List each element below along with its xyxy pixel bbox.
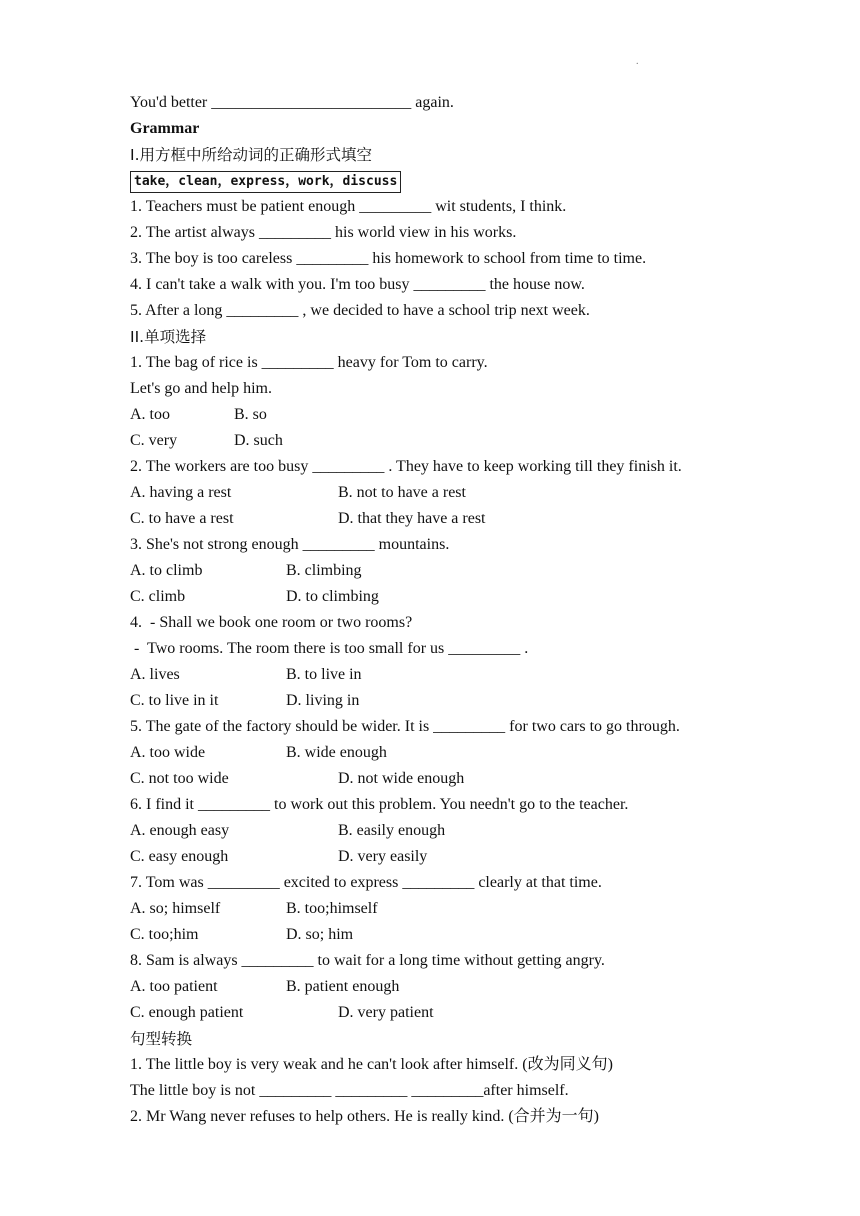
part1-title: I.用方框中所给动词的正确形式填空 bbox=[130, 146, 372, 164]
option-c: C. not too wide bbox=[130, 770, 229, 787]
option-b: B. wide enough bbox=[286, 744, 387, 761]
part2-title: II.单项选择 bbox=[130, 328, 207, 346]
option-c: C. enough patient bbox=[130, 1004, 244, 1021]
question-stem: 2. The workers are too busy _________ . They have to keep working till they finish it. bbox=[130, 458, 682, 475]
question-stem: 6. I find it _________ to work out this problem. You needn't go to the teacher. bbox=[130, 796, 629, 813]
worksheet bbox=[130, 90, 830, 1130]
list-item: 1. The little boy is very weak and he can't look after himself. (改为同义句) bbox=[130, 1056, 613, 1073]
option-d: D. living in bbox=[286, 692, 360, 709]
list-item: 1. Teachers must be patient enough _________ wit students, I think. bbox=[130, 198, 567, 215]
option-b: B. to live in bbox=[286, 666, 362, 683]
option-b: B. so bbox=[234, 406, 267, 423]
question-stem-continued: - Two rooms. The room there is too small for us _________ . bbox=[130, 640, 529, 657]
option-a: A. enough easy bbox=[130, 822, 230, 839]
option-a: A. too wide bbox=[130, 744, 206, 761]
top-line: You'd better _________________________ again. bbox=[130, 94, 454, 111]
list-item: The little boy is not _________ _________ _________after himself. bbox=[130, 1082, 569, 1099]
question-stem: 3. She's not strong enough _________ mountains. bbox=[130, 536, 450, 553]
option-b: B. patient enough bbox=[286, 978, 400, 995]
option-b: B. too;himself bbox=[286, 900, 378, 917]
option-d: D. not wide enough bbox=[338, 770, 465, 787]
option-a: A. so; himself bbox=[130, 900, 221, 917]
question-stem: 5. The gate of the factory should be wider. It is _________ for two cars to go through. bbox=[130, 718, 680, 735]
option-a: A. too patient bbox=[130, 978, 218, 995]
option-c: C. to have a rest bbox=[130, 510, 234, 527]
option-d: D. very patient bbox=[338, 1004, 434, 1021]
question-stem: 4. - Shall we book one room or two rooms? bbox=[130, 614, 413, 631]
list-item: 5. After a long _________ , we decided to have a school trip next week. bbox=[130, 302, 590, 319]
option-c: C. very bbox=[130, 432, 178, 449]
list-item: 2. Mr Wang never refuses to help others. He is really kind. (合并为一句) bbox=[130, 1108, 599, 1125]
option-d: D. very easily bbox=[338, 848, 428, 865]
option-a: A. too bbox=[130, 406, 170, 423]
option-a: A. to climb bbox=[130, 562, 203, 579]
option-b: B. easily enough bbox=[338, 822, 446, 839]
question-stem: 1. The bag of rice is _________ heavy for Tom to carry. bbox=[130, 354, 488, 371]
question-stem: 8. Sam is always _________ to wait for a long time without getting angry. bbox=[130, 952, 605, 969]
list-item: 2. The artist always _________ his world view in his works. bbox=[130, 224, 517, 241]
part3-title: 句型转换 bbox=[130, 1030, 193, 1048]
question-stem-continued: Let's go and help him. bbox=[130, 380, 272, 397]
word-box: take，clean，express，work，discuss bbox=[130, 171, 401, 193]
question-stem: 7. Tom was _________ excited to express _________ clearly at that time. bbox=[130, 874, 602, 891]
option-c: C. climb bbox=[130, 588, 186, 605]
option-c: C. too;him bbox=[130, 926, 199, 943]
option-d: D. that they have a rest bbox=[338, 510, 486, 527]
list-item: 4. I can't take a walk with you. I'm too busy _________ the house now. bbox=[130, 276, 585, 293]
page-mark: . bbox=[636, 56, 639, 67]
list-item: 3. The boy is too careless _________ his homework to school from time to time. bbox=[130, 250, 647, 267]
option-c: C. easy enough bbox=[130, 848, 229, 865]
option-d: D. such bbox=[234, 432, 283, 449]
option-d: D. so; him bbox=[286, 926, 354, 943]
option-b: B. not to have a rest bbox=[338, 484, 466, 501]
option-b: B. climbing bbox=[286, 562, 362, 579]
option-a: A. having a rest bbox=[130, 484, 232, 501]
grammar-heading: Grammar bbox=[130, 120, 200, 137]
option-c: C. to live in it bbox=[130, 692, 219, 709]
option-d: D. to climbing bbox=[286, 588, 379, 605]
option-a: A. lives bbox=[130, 666, 180, 683]
